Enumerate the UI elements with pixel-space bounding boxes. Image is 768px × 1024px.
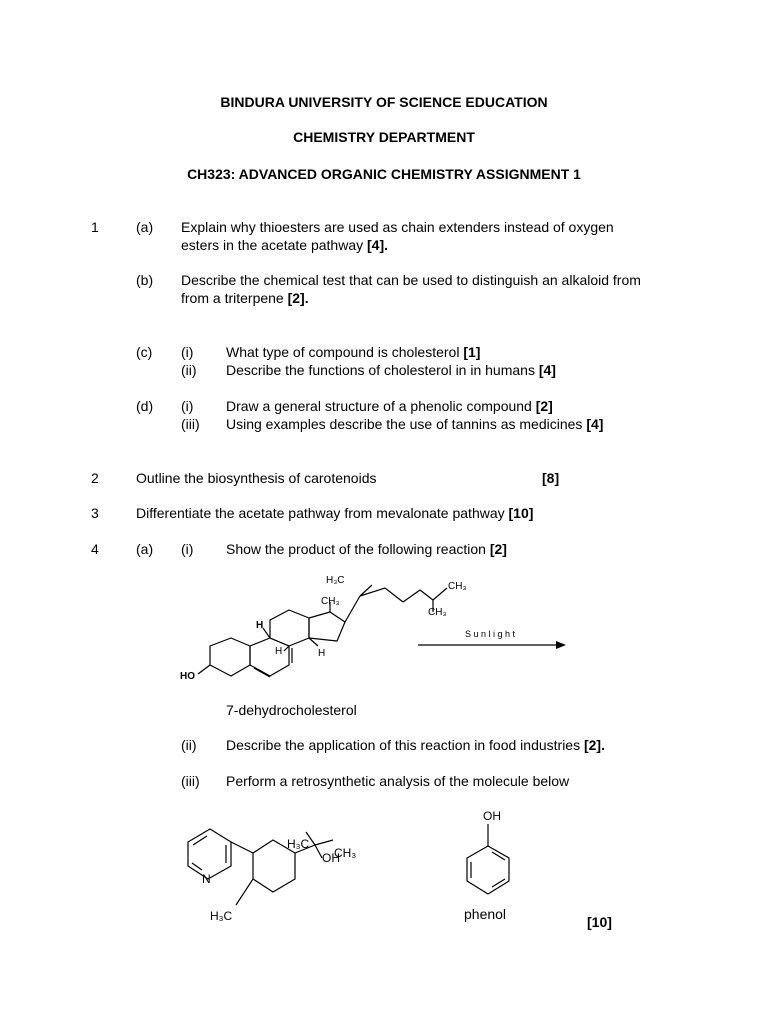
q4a-iii-text: Perform a retrosynthetic analysis of the molecule below [226,773,570,789]
q1c-ii-question: Describe the functions of cholesterol in in humans [226,362,539,378]
question-3-number: 3 [91,505,99,521]
q1c-i-label: (i) [181,344,194,360]
oh-bond [315,845,322,858]
question-2-number: 2 [91,470,99,486]
q2-text: Outline the biosynthesis of carotenoids [136,470,377,486]
h-label-3: H [318,648,326,659]
phenol-double-2 [492,879,505,887]
q1c-ii-marks: [4] [538,362,556,378]
q4-marks: [10] [587,914,612,930]
ch3-lower-label: CH₃ [428,607,447,618]
q3-question: Differentiate the acetate pathway from mevalonate pathway [136,505,509,521]
h-label-2: H [275,646,283,657]
q1d-iii-question: Using examples describe the use of tannins as medicines [226,416,587,432]
pyridine-n-label: N [202,872,211,886]
ch3-top-label: CH₃ [321,596,340,607]
q1d-label: (d) [136,398,154,414]
q1b-text-line1: Describe the chemical test that can be used to distinguish an alkaloid from [181,272,641,288]
h3c-top-label: H₃C [287,837,310,851]
q2-marks: [8] [542,470,560,486]
reactant-caption: 7-dehydrocholesterol [226,702,357,718]
q1c-i-question: What type of compound is cholesterol [226,344,464,360]
q1d-iii-marks: [4] [586,416,604,432]
q4a-i-label: (i) [181,541,194,557]
q1a-marks: [4]. [367,237,388,253]
phenol-oh-label: OH [483,809,501,823]
q1b-label: (b) [136,272,154,288]
methyl-bond [236,879,253,905]
q4a-i-question: Show the product of the following reaction [226,541,490,557]
q1a-label: (a) [136,219,154,235]
q1b-line2-text: from a triterpene [181,290,288,306]
ho-label: HO [180,671,195,682]
course-title: CH323: ADVANCED ORGANIC CHEMISTRY ASSIGNMENT 1 [187,166,581,182]
question-4-number: 4 [91,541,99,557]
q1c-ii-label: (ii) [181,362,197,378]
q4a-ii-label: (ii) [181,737,197,753]
sunlight-label: S u n l i g h t [465,629,516,639]
q3-marks: [10] [508,505,534,521]
q1d-i-label: (i) [181,398,194,414]
aryl-link [231,842,253,853]
q1d-i-question: Draw a general structure of a phenolic compound [226,398,536,414]
question-1-number: 1 [91,219,99,235]
q1c-i-marks: [1] [463,344,481,360]
h-label-1: H [256,620,264,631]
q1a-text-line1: Explain why thioesters are used as chain extenders instead of oxygen [181,219,614,235]
ch3-right-label: CH₃ [448,581,467,592]
q4a-ii-question: Describe the application of this reaction in food industries [226,737,584,753]
ch3-bond [315,840,333,845]
phenol-double-1 [492,852,505,860]
q1b-marks: [2]. [287,290,309,306]
q1c-label: (c) [136,344,153,360]
q4a-iii-label: (iii) [181,773,200,789]
h3c-label: H₃C [326,575,345,586]
h3c-bottom-label: H₃C [210,909,233,923]
q1d-iii-label: (iii) [181,416,200,432]
q1d-i-marks: [2] [535,398,553,414]
university-title: BINDURA UNIVERSITY OF SCIENCE EDUCATION [220,94,548,110]
department-title: CHEMISTRY DEPARTMENT [293,129,475,145]
ch3-label: CH₃ [334,846,357,860]
q4a-i-marks: [2] [489,541,507,557]
q1a-line2-text: esters in the acetate pathway [181,237,367,253]
q4a-label: (a) [136,541,154,557]
phenol-ring [467,846,509,894]
oh-label: OH [322,851,340,865]
phenol-caption: phenol [464,906,507,922]
q4a-ii-marks: [2]. [583,737,605,753]
